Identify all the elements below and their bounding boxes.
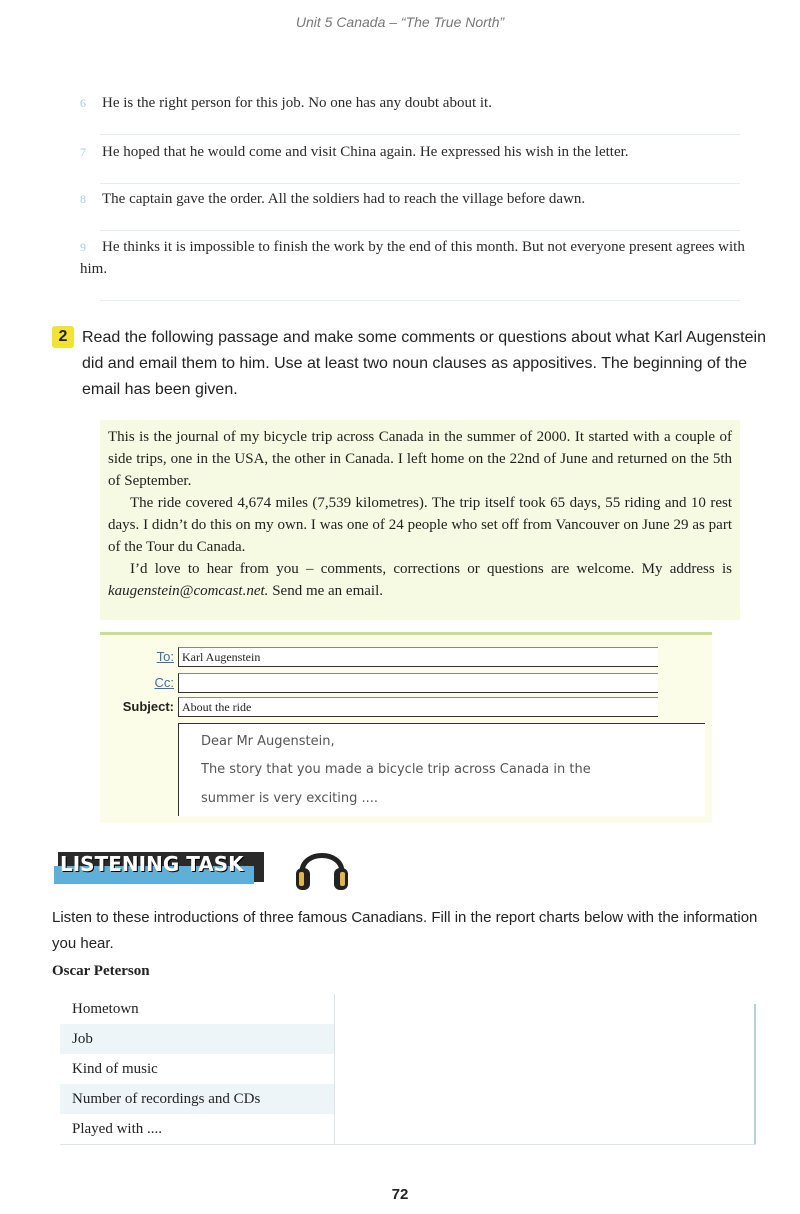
chart-row-recordings: Number of recordings and CDs	[60, 1084, 334, 1114]
subject-field[interactable]: About the ride	[178, 697, 658, 717]
question-number-badge: 2	[52, 326, 74, 348]
to-field[interactable]: Karl Augenstein	[178, 647, 658, 667]
chart-bottom-line	[60, 1144, 756, 1145]
passage-paragraph-3	[108, 558, 732, 602]
to-label[interactable]: To:	[156, 649, 174, 664]
chart-row-job: Job	[60, 1024, 334, 1054]
item-number: 9	[80, 240, 86, 254]
chart-row-hometown: Hometown	[72, 1001, 139, 1017]
email-form	[100, 632, 712, 823]
chart-edge	[754, 1004, 756, 1144]
exercise-item-7	[80, 141, 770, 163]
exercise-item-8	[80, 188, 770, 210]
cc-field[interactable]	[178, 673, 658, 693]
chart-row-played-with: Played with ....	[72, 1121, 162, 1137]
exercise-item-9	[80, 236, 770, 280]
listening-instructions: Listen to these introductions of three famous Canadians. Fill in the report charts below with the information you hear.	[52, 909, 758, 952]
report-chart	[60, 994, 756, 1144]
chart-row-kind-of-music: Kind of music	[72, 1061, 158, 1077]
item-number: 6	[80, 96, 86, 110]
email-body-line: summer is very exciting ....	[201, 791, 379, 806]
item-number: 8	[80, 192, 86, 206]
item-text: He is the right person for this job. No one has any doubt about it.	[102, 95, 492, 111]
passage-paragraph-2: The ride covered 4,674 miles (7,539 kilometres). The trip itself took 65 days, 55 riding and 10 rest days. I didn’t do this on my own. I was one of 24 people who set off from Vancouver on June 29 as part of the Tour du Canada.	[108, 495, 732, 555]
item-text: He hoped that he would come and visit China again. He expressed his wish in the letter.	[102, 144, 629, 160]
question-2-instructions: Read the following passage and make some comments or questions about what Karl Augenstein did and email them to him. Use at least two noun clauses as appositives. The beginning of the email has been given.	[82, 329, 766, 398]
email-address: kaugenstein@comcast.net.	[108, 583, 269, 599]
email-greeting: Dear Mr Augenstein,	[201, 734, 335, 749]
item-text: The captain gave the order. All the soldiers had to reach the village before dawn.	[102, 191, 586, 207]
passage-text: I’d love to hear from you – comments, corrections or questions are welcome. My address is	[130, 561, 732, 577]
exercise-item-6	[80, 92, 770, 114]
listening-task-banner	[52, 846, 266, 886]
item-number: 7	[80, 145, 86, 159]
chart-divider	[334, 994, 335, 1144]
answer-line	[100, 134, 740, 135]
banner-label: LISTENING TASK	[60, 852, 244, 876]
cc-label[interactable]: Cc:	[154, 675, 174, 690]
journal-passage	[100, 420, 740, 620]
answer-line	[100, 183, 740, 184]
running-head: Unit 5 Canada – “The True North”	[295, 14, 505, 30]
page-number: 72	[391, 1186, 409, 1203]
passage-paragraph-1: This is the journal of my bicycle trip across Canada in the summer of 2000. It started with a couple of side trips, one in the USA, the other in Canada. I left home on the 22nd of June and returned on the 5th of September.	[108, 429, 732, 489]
answer-line	[100, 300, 740, 301]
email-body[interactable]	[178, 723, 705, 816]
passage-text: Send me an email.	[268, 583, 383, 599]
headphones-icon	[292, 842, 352, 892]
answer-line	[100, 230, 740, 231]
chart-title: Oscar Peterson	[52, 963, 150, 979]
item-text: He thinks it is impossible to finish the work by the end of this month. But not everyone present agrees with him.	[80, 239, 745, 277]
email-body-line: The story that you made a bicycle trip across Canada in the	[201, 762, 591, 777]
subject-label: Subject:	[122, 699, 174, 714]
